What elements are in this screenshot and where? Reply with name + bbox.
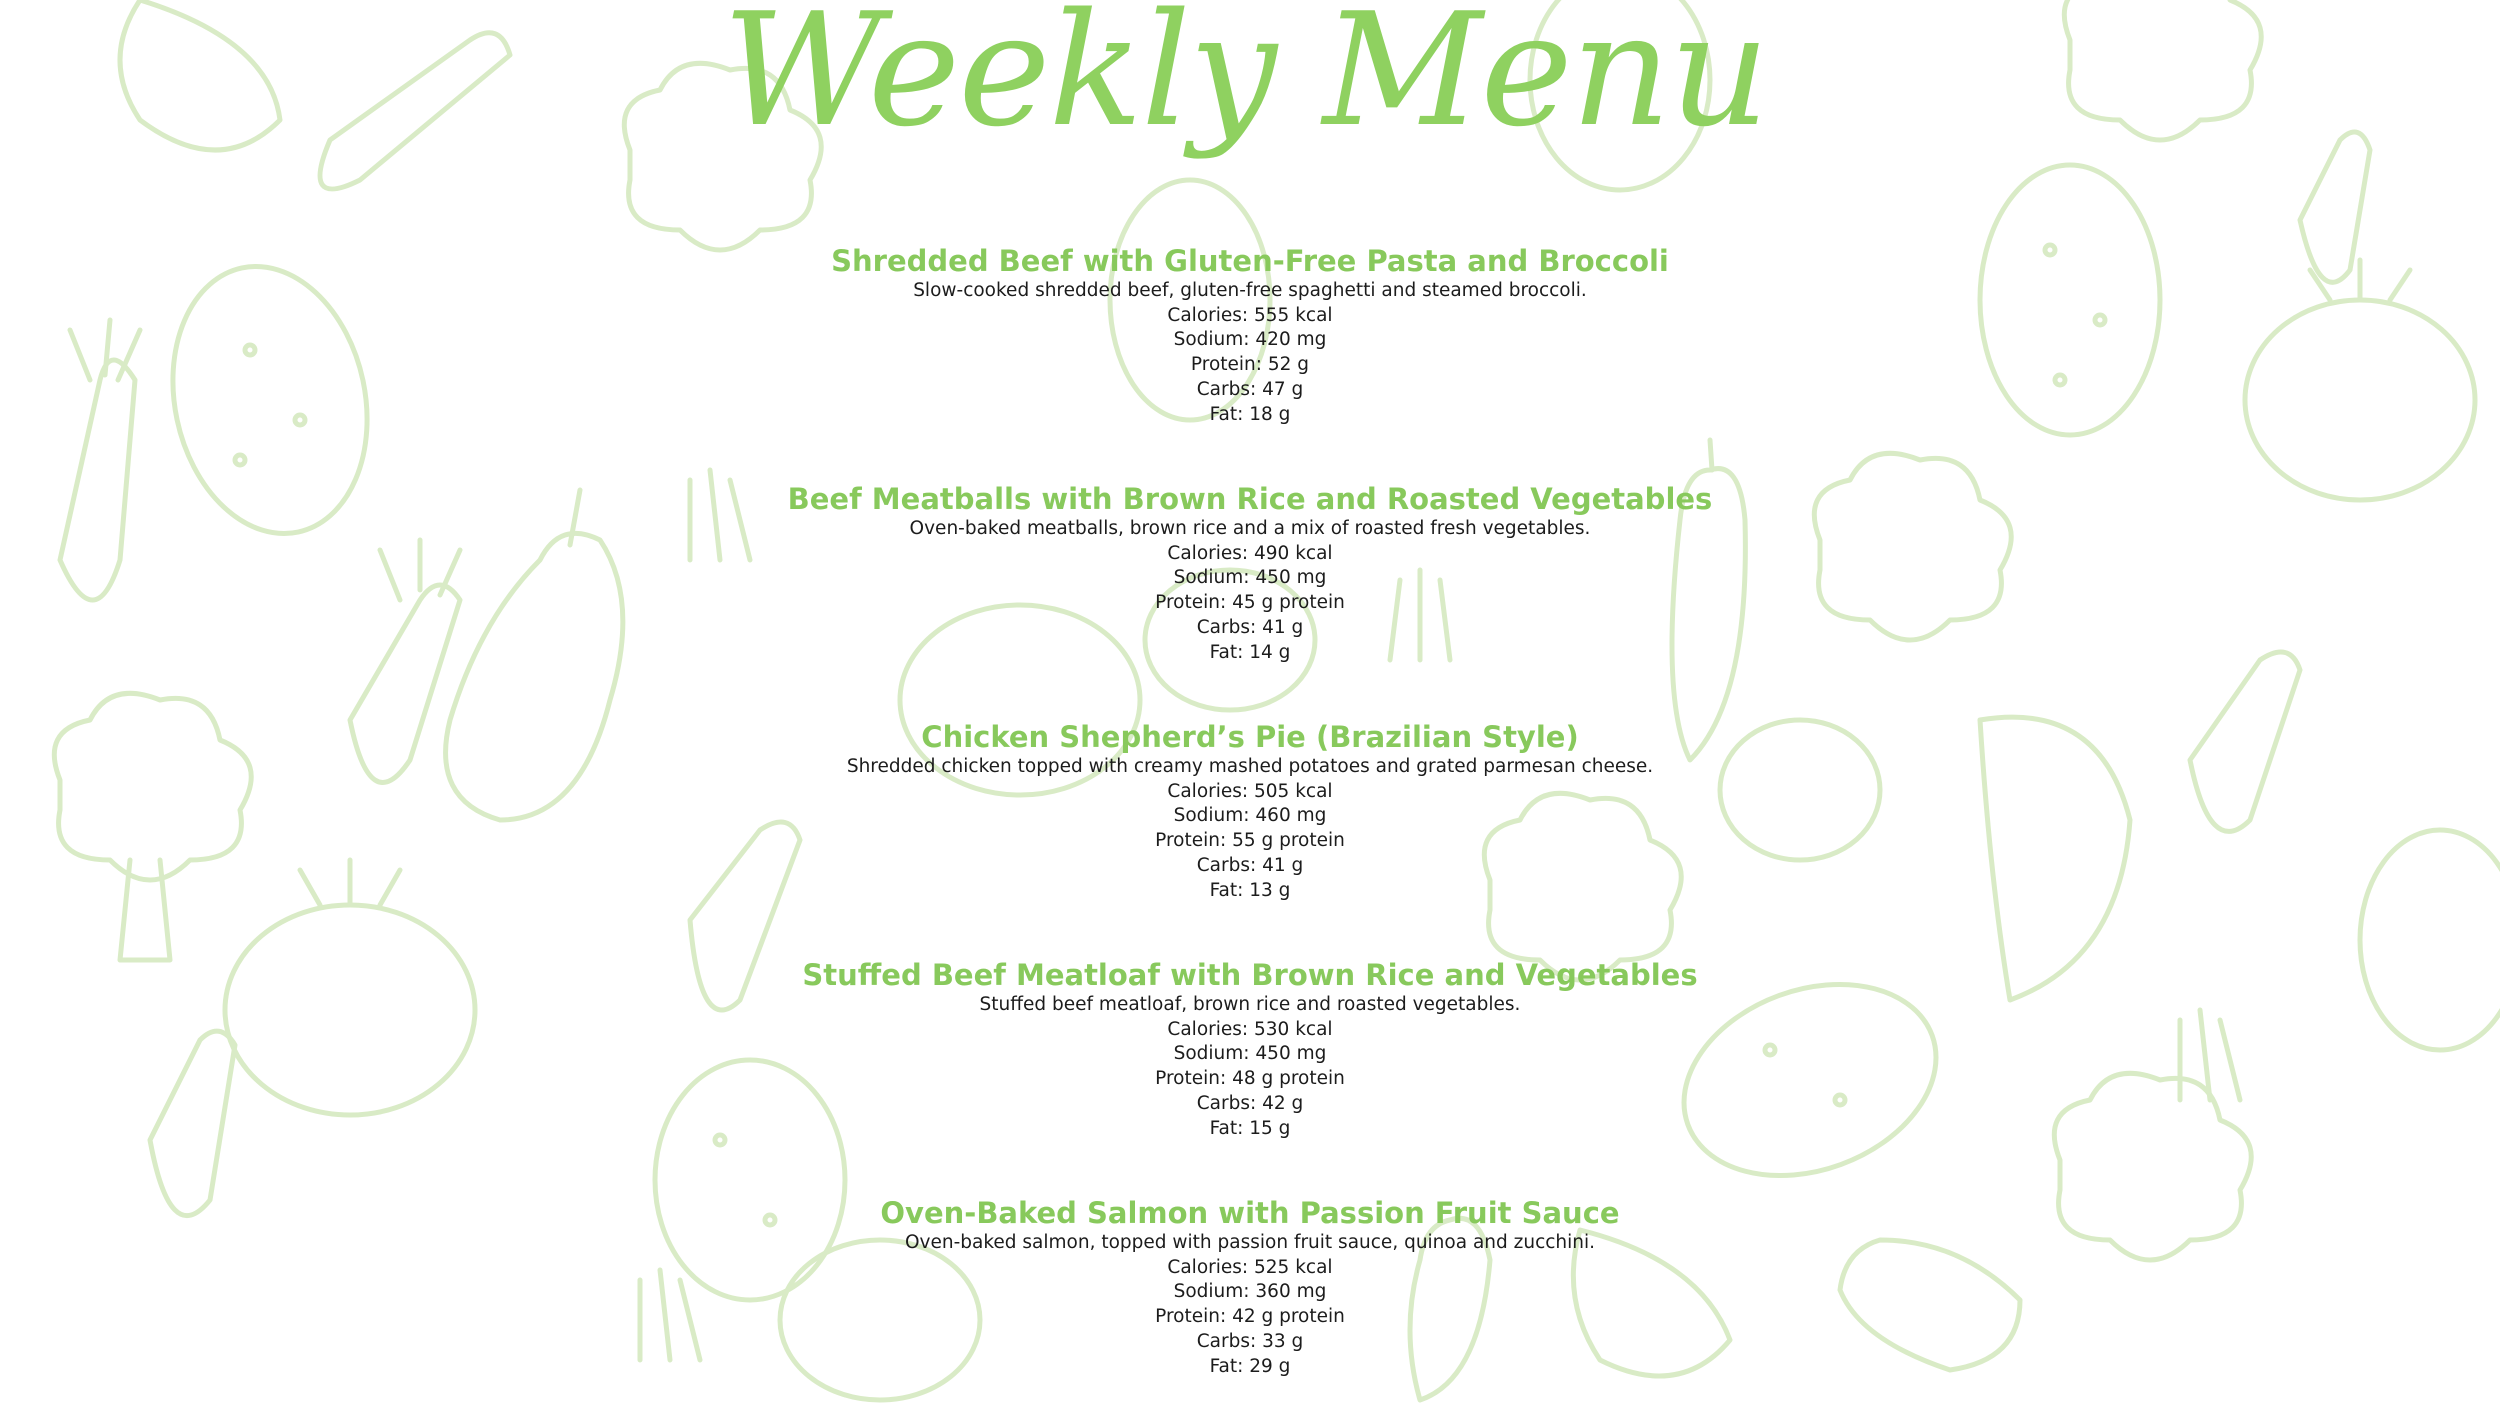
dish-fat: Fat: 15 g <box>1209 1117 1291 1139</box>
dish-protein: Protein: 45 g protein <box>1155 592 1345 614</box>
dish-name: Chicken Shepherd’s Pie (Brazilian Style) <box>921 720 1579 754</box>
dish-carbs: Carbs: 33 g <box>1196 1330 1304 1352</box>
dish-name: Stuffed Beef Meatloaf with Brown Rice and Vegetables <box>802 958 1698 992</box>
menu-item <box>0 719 2500 903</box>
menu-item <box>0 481 2500 665</box>
dish-sodium: Sodium: 360 mg <box>1173 1281 1327 1303</box>
dish-carbs: Carbs: 41 g <box>1196 616 1304 638</box>
dish-protein: Protein: 55 g protein <box>1155 830 1345 852</box>
dish-carbs: Carbs: 47 g <box>1196 378 1304 400</box>
dish-description: Stuffed beef meatloaf, brown rice and roasted vegetables. <box>979 994 1521 1015</box>
dish-protein: Protein: 52 g <box>1190 354 1310 376</box>
dish-sodium: Sodium: 420 mg <box>1173 329 1327 351</box>
dish-name: Oven-Baked Salmon with Passion Fruit Sauce <box>880 1196 1620 1230</box>
dish-calories: Calories: 530 kcal <box>1167 1018 1333 1040</box>
dish-carbs: Carbs: 41 g <box>1196 854 1304 876</box>
dish-protein: Protein: 48 g protein <box>1155 1068 1345 1090</box>
dish-description: Oven-baked meatballs, brown rice and a mix of roasted fresh vegetables. <box>909 518 1591 539</box>
dish-calories: Calories: 525 kcal <box>1167 1256 1333 1278</box>
dish-name: Beef Meatballs with Brown Rice and Roasted Vegetables <box>787 482 1713 516</box>
dish-protein: Protein: 42 g protein <box>1155 1306 1345 1328</box>
dish-fat: Fat: 29 g <box>1209 1355 1291 1377</box>
dish-sodium: Sodium: 450 mg <box>1173 567 1327 589</box>
dish-name: Shredded Beef with Gluten-Free Pasta and Broccoli <box>831 244 1669 278</box>
dish-calories: Calories: 505 kcal <box>1167 780 1333 802</box>
dish-carbs: Carbs: 42 g <box>1196 1092 1304 1114</box>
dish-fat: Fat: 18 g <box>1209 403 1291 425</box>
dish-sodium: Sodium: 460 mg <box>1173 805 1327 827</box>
dish-description: Oven-baked salmon, topped with passion fruit sauce, quinoa and zucchini. <box>904 1232 1596 1253</box>
menu-item <box>0 957 2500 1141</box>
dish-description: Shredded chicken topped with creamy mashed potatoes and grated parmesan cheese. <box>846 756 1654 777</box>
dish-calories: Calories: 555 kcal <box>1167 304 1333 326</box>
page-title: Weekly Menu <box>722 0 1768 161</box>
menu-item <box>0 1195 2500 1379</box>
dish-fat: Fat: 13 g <box>1209 879 1291 901</box>
dish-calories: Calories: 490 kcal <box>1167 542 1333 564</box>
menu-item <box>0 243 2500 427</box>
dish-sodium: Sodium: 450 mg <box>1173 1043 1327 1065</box>
dish-description: Slow-cooked shredded beef, gluten-free spaghetti and steamed broccoli. <box>913 280 1587 301</box>
dish-fat: Fat: 14 g <box>1209 641 1291 663</box>
